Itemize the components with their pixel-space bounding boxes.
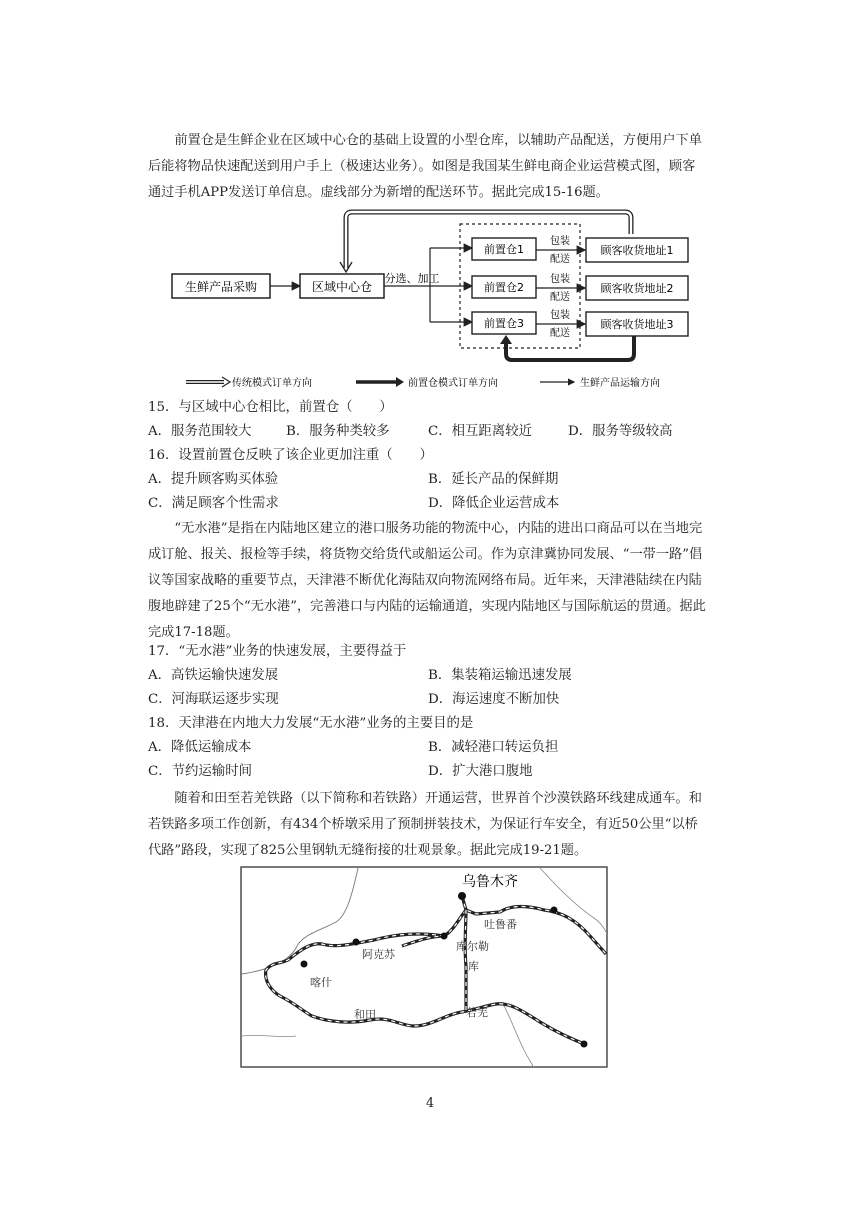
q15-option-b[interactable]: B．服务种类较多: [286, 424, 390, 439]
sort-process-label: 分选、加工: [384, 272, 440, 285]
q18-option-b[interactable]: B．减轻港口转运负担: [428, 740, 559, 755]
label-aksu: 阿克苏: [362, 948, 395, 961]
pack-label-3: 包装: [550, 310, 570, 321]
intro-paragraph-15-16: 前置仓是生鲜企业在区域中心仓的基础上设置的小型仓库，以辅助产品配送，方便用户下单后能将物品快速配送到用户手上（极速达业务）。如图是我国某生鲜电商企业运营模式图，顾客通过手机APP发送订单信息。虚线部分为新增的配送环节。据此完成15-16题。: [148, 133, 702, 200]
customer-label-1: 顾客收货地址1: [600, 244, 674, 257]
intro-paragraph-17-18: “无水港”是指在内陆地区建立的港口服务功能的物流中心，内陆的进出口商品可以在当地完成订舱、报关、报检等手续，将货物交给货代或船运公司。作为京津冀协同发展、“一带一路”倡议等国家战略的重要节点，天津港不断优化海陆双向物流网络布局。近年来，天津港陆续在内陆腹地辟建了25个“无水港”，完善港口与内陆的运输通道，实现内陆地区与国际航运的贯通。据此完成17-18题。: [148, 521, 706, 640]
q15-option-d[interactable]: D．服务等级较高: [568, 424, 673, 439]
front-warehouse-label-1: 前置仓1: [484, 243, 524, 256]
label-urumqi: 乌鲁木齐: [462, 874, 518, 890]
q16-option-d[interactable]: D．降低企业运营成本: [428, 496, 560, 511]
pack-label-2: 包装: [550, 274, 570, 285]
deliver-label-2: 配送: [550, 292, 570, 303]
intro-paragraph-19-21: 随着和田至若羌铁路（以下简称和若铁路）开通运营，世界首个沙漠铁路环线建成通车。和若铁路多项工作创新，有434个桥墩采用了预制拼装技术，为保证行车安全，有近50公里“以桥代路”路段，实现了825公里钢轨无缝衔接的壮观景象。据此完成19-21题。: [148, 791, 702, 858]
page-number: 4: [425, 1096, 435, 1111]
legend-transport: 生鲜产品运输方向: [580, 378, 660, 389]
q15-option-c[interactable]: C．相互距离较近: [428, 424, 532, 439]
q16-option-b[interactable]: B．延长产品的保鲜期: [428, 472, 559, 487]
q15-option-a[interactable]: A．服务范围较大: [148, 424, 252, 439]
q16-option-a[interactable]: A．提升顾客购买体验: [148, 472, 279, 487]
front-warehouse-label-2: 前置仓2: [484, 281, 524, 294]
label-ruoqiang: 若羌: [466, 1006, 488, 1019]
legend-traditional: 传统模式订单方向: [232, 378, 312, 389]
pack-label-1: 包装: [550, 236, 570, 247]
q17-option-a[interactable]: A．高铁运输快速发展: [148, 668, 279, 683]
question-18-stem: 18．天津港在内地大力发展“无水港”业务的主要目的是: [148, 716, 474, 731]
front-warehouse-label-3: 前置仓3: [484, 317, 524, 330]
q16-option-c[interactable]: C．满足顾客个性需求: [148, 496, 279, 511]
deliver-label-3: 配送: [550, 328, 570, 339]
q17-option-d[interactable]: D．海运速度不断加快: [428, 692, 560, 707]
railway-loop-map: [240, 866, 608, 1068]
q18-option-c[interactable]: C．节约运输时间: [148, 764, 252, 779]
map-frame: [241, 867, 607, 1067]
customer-label-2: 顾客收货地址2: [600, 282, 674, 295]
legend-front-mode: 前置仓模式订单方向: [408, 378, 498, 389]
question-15-stem: 15．与区域中心仓相比，前置仓（ ）: [148, 400, 393, 415]
label-ku: 库: [468, 960, 479, 973]
diagram-legend: [186, 376, 660, 389]
label-korla: 库尔勒: [456, 940, 489, 953]
front-mode-order-arrowhead: [500, 335, 512, 344]
customer-label-3: 顾客收货地址3: [600, 318, 674, 331]
label-hotan: 和田: [354, 1008, 376, 1021]
procurement-label: 生鲜产品采购: [184, 280, 258, 294]
q17-option-c[interactable]: C．河海联运逐步实现: [148, 692, 279, 707]
city-dot-korla: [441, 933, 448, 940]
city-dot-east: [551, 907, 558, 914]
q17-option-b[interactable]: B．集装箱运输迅速发展: [428, 668, 572, 683]
city-dot-southeast: [581, 1041, 588, 1048]
city-dot-kashgar: [301, 961, 308, 968]
city-dot-aksu: [353, 939, 360, 946]
question-16-stem: 16．设置前置仓反映了该企业更加注重（ ）: [148, 448, 433, 463]
operation-mode-diagram: [160, 206, 700, 396]
center-warehouse-label: 区域中心仓: [311, 280, 373, 294]
q18-option-d[interactable]: D．扩大港口腹地: [428, 764, 533, 779]
q18-option-a[interactable]: A．降低运输成本: [148, 740, 252, 755]
city-dot-urumqi: [458, 892, 466, 900]
label-kashgar: 喀什: [310, 976, 332, 989]
label-turpan: 吐鲁番: [484, 918, 517, 931]
deliver-label-1: 配送: [550, 254, 570, 265]
question-17-stem: 17．“无水港”业务的快速发展，主要得益于: [148, 644, 407, 659]
